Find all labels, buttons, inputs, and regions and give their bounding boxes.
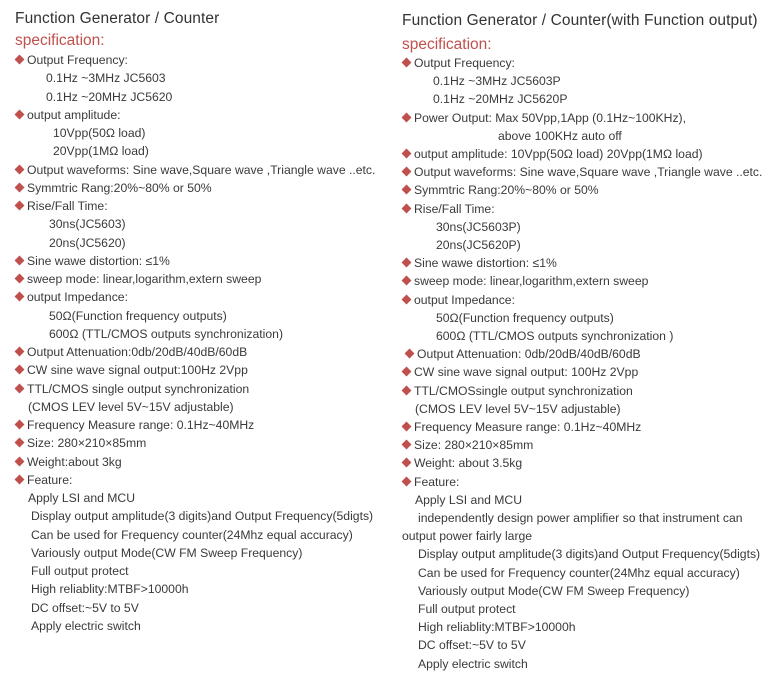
- spec-bullet-item: [15, 436, 146, 451]
- spec-detail-line: [418, 584, 689, 599]
- diamond-bullet-icon: [402, 185, 412, 195]
- spec-line-text: Apply electric switch: [31, 618, 141, 633]
- spec-detail-line: [53, 144, 149, 159]
- spec-detail-line: [49, 236, 126, 251]
- spec-bullet-item: [15, 254, 170, 269]
- diamond-bullet-icon: [15, 164, 25, 174]
- spec-line-text: Apply electric switch: [418, 656, 528, 671]
- spec-line-text: (CMOS LEV level 5V~15V adjustable): [28, 399, 234, 414]
- spec-detail-line: [402, 529, 532, 544]
- spec-line-text: 0.1Hz ~20MHz JC5620: [46, 89, 173, 104]
- spec-line-text: Variously output Mode(CW FM Sweep Frequency): [31, 545, 303, 560]
- diamond-bullet-icon: [15, 474, 25, 484]
- spec-bullet-item: [402, 183, 599, 198]
- spec-detail-line: [31, 528, 353, 543]
- spec-bullet-item: [15, 363, 248, 378]
- diamond-bullet-icon: [15, 365, 25, 375]
- spec-bullet-item: [402, 365, 638, 380]
- diamond-bullet-icon: [402, 167, 412, 177]
- spec-line-text: Sine wawe distortion: ≤1%: [414, 256, 557, 271]
- spec-line-text: 20ns(JC5620P): [436, 238, 521, 252]
- spec-line-text: output Impedance:: [414, 292, 515, 307]
- spec-line-text: Output Attenuation:0db/20dB/40dB/60dB: [27, 345, 248, 359]
- spec-detail-line: [436, 311, 614, 326]
- spec-line-text: 30ns(JC5603P): [436, 219, 521, 234]
- spec-line-text: 50Ω(Function frequency outputs): [436, 310, 614, 325]
- spec-detail-line: [433, 74, 561, 89]
- spec-line-text: CW sine wave signal output: 100Hz 2Vpp: [414, 365, 639, 380]
- diamond-bullet-icon: [402, 385, 412, 395]
- spec-line-text: Size: 280×210×85mm: [27, 436, 147, 451]
- diamond-bullet-icon: [402, 149, 412, 159]
- spec-bullet-item: [402, 111, 686, 126]
- spec-line-text: output Impedance:: [27, 290, 128, 305]
- spec-line-text: Apply LSI and MCU: [415, 492, 523, 507]
- spec-bullet-item: [402, 274, 648, 289]
- spec-bullet-item: [15, 181, 212, 196]
- spec-line-text: 50Ω(Function frequency outputs): [49, 308, 227, 323]
- spec-line-text: Output waveforms: Sine wave,Square wave ,Triangle wave ..etc.: [414, 165, 763, 180]
- spec-detail-line: [31, 601, 139, 616]
- spec-detail-line: [418, 602, 516, 617]
- spec-line-text: Full output protect: [418, 602, 516, 616]
- spec-line-text: sweep mode: linear,logarithm,extern sweep: [27, 272, 262, 286]
- spec-line-text: Weight:about 3kg: [27, 454, 122, 469]
- spec-line-text: Can be used for Frequency counter(24Mhz equal accuracy): [31, 527, 353, 542]
- spec-line-text: Variously output Mode(CW FM Sweep Frequency): [418, 583, 690, 598]
- spec-bullet-item: [15, 382, 249, 397]
- diamond-bullet-icon: [402, 476, 412, 486]
- spec-detail-line: [49, 309, 227, 324]
- spec-line-text: Output Frequency:: [27, 53, 128, 67]
- spec-detail-line: [418, 638, 526, 653]
- diamond-bullet-icon: [15, 255, 25, 265]
- spec-detail-line: [418, 620, 576, 635]
- spec-line-text: output amplitude:: [27, 107, 121, 122]
- spec-line-text: Rise/Fall Time:: [27, 199, 108, 213]
- spec-bullet-item: [402, 475, 459, 490]
- diamond-bullet-icon: [15, 274, 25, 284]
- spec-line-text: Frequency Measure range: 0.1Hz~40MHz: [414, 420, 642, 434]
- spec-line-text: Power Output: Max 50Vpp,1App (0.1Hz~100KHz),: [414, 110, 686, 125]
- spec-line-text: Apply LSI and MCU: [28, 491, 136, 505]
- spec-bullet-item: [15, 199, 108, 214]
- spec-detail-line: [31, 509, 373, 524]
- spec-bullet-item: [15, 272, 261, 287]
- spec-bullet-item: [15, 108, 121, 123]
- spec-line-text: 0.1Hz ~3MHz JC5603P: [433, 74, 561, 89]
- spec-line-text: 10Vpp(50Ω load): [53, 126, 146, 140]
- diamond-bullet-icon: [402, 276, 412, 286]
- spec-bullet-item: [15, 418, 254, 433]
- spec-detail-line: [46, 71, 166, 86]
- spec-detail-line: [418, 657, 528, 672]
- spec-bullet-item: [402, 202, 495, 217]
- diamond-bullet-icon: [15, 383, 25, 393]
- diamond-bullet-icon: [402, 112, 412, 122]
- spec-line-text: Symmtric Rang:20%~80% or 50%: [27, 180, 212, 195]
- spec-line-text: 30ns(JC5603): [49, 217, 126, 232]
- spec-line-text: Can be used for Frequency counter(24Mhz equal accuracy): [418, 565, 740, 580]
- spec-line-text: output power fairly large: [402, 529, 533, 544]
- spec-bullet-item: [15, 455, 122, 470]
- spec-detail-line: [436, 220, 521, 235]
- diamond-bullet-icon: [402, 203, 412, 213]
- spec-line-text: independently design power amplifier so that instrument can: [418, 511, 743, 525]
- spec-line-text: Sine wawe distortion: ≤1%: [27, 253, 170, 268]
- spec-detail-line: [46, 90, 172, 105]
- diamond-bullet-icon: [15, 347, 25, 357]
- spec-detail-line: [415, 402, 621, 417]
- diamond-bullet-icon: [15, 201, 25, 211]
- spec-detail-line: [418, 547, 760, 562]
- spec-bullet-item: [402, 165, 762, 180]
- spec-line-text: 0.1Hz ~20MHz JC5620P: [433, 92, 568, 107]
- spec-detail-line: [53, 126, 145, 141]
- spec-line-text: Full output protect: [31, 564, 129, 578]
- spec-bullet-item: [402, 293, 515, 308]
- diamond-bullet-icon: [402, 294, 412, 304]
- spec-detail-line: [31, 546, 302, 561]
- spec-detail-line: [418, 566, 740, 581]
- spec-bullet-item: [402, 420, 641, 435]
- diamond-bullet-icon: [402, 258, 412, 268]
- spec-line-text: output amplitude: 10Vpp(50Ω load) 20Vpp(1MΩ load): [414, 147, 703, 161]
- spec-bullet-item: [15, 53, 128, 68]
- spec-line-text: Output Frequency:: [414, 56, 515, 70]
- spec-line-text: 600Ω (TTL/CMOS outputs synchronization ): [436, 329, 674, 343]
- spec-detail-line: [31, 564, 129, 579]
- spec-bullet-item: [402, 56, 515, 71]
- spec-line-text: Symmtric Rang:20%~80% or 50%: [414, 183, 599, 198]
- diamond-bullet-icon: [15, 109, 25, 119]
- spec-detail-line: [418, 511, 743, 526]
- spec-line-text: Size: 280×210×85mm: [414, 438, 534, 453]
- spec-line-text: TTL/CMOSsingle output synchronization: [414, 383, 633, 398]
- diamond-bullet-icon: [15, 456, 25, 466]
- spec-bullet-item: [15, 290, 128, 305]
- diamond-bullet-icon: [15, 55, 25, 65]
- spec-bullet-item: [402, 256, 557, 271]
- spec-line-text: Display output amplitude(3 digits)and Output Frequency(5digts): [418, 547, 761, 562]
- spec-line-text: Output Attenuation: 0db/20dB/40dB/60dB: [417, 347, 641, 362]
- spec-line-text: Feature:: [414, 474, 460, 489]
- diamond-bullet-icon: [402, 367, 412, 377]
- spec-detail-line: [436, 329, 673, 344]
- diamond-bullet-icon: [15, 420, 25, 430]
- spec-line-text: sweep mode: linear,logarithm,extern sweep: [414, 274, 649, 289]
- spec-line-text: 0.1Hz ~3MHz JC5603: [46, 71, 166, 86]
- spec-line-text: 20Vpp(1MΩ load): [53, 144, 149, 159]
- spec-detail-line: [31, 582, 189, 597]
- spec-detail-line: [49, 327, 283, 342]
- spec-bullet-item: [405, 347, 641, 362]
- spec-detail-line: [436, 238, 521, 253]
- spec-bullet-item: [402, 456, 522, 471]
- spec-line-text: above 100KHz auto off: [498, 128, 622, 143]
- spec-line-text: High reliablity:MTBF>10000h: [418, 620, 576, 635]
- diamond-bullet-icon: [15, 182, 25, 192]
- diamond-bullet-icon: [15, 292, 25, 302]
- right-spec-label: specification:: [402, 36, 492, 53]
- diamond-bullet-icon: [402, 422, 412, 432]
- left-spec-label: specification:: [15, 32, 105, 49]
- spec-bullet-item: [402, 438, 533, 453]
- spec-detail-line: [28, 491, 135, 506]
- spec-line-text: (CMOS LEV level 5V~15V adjustable): [415, 401, 621, 416]
- spec-detail-line: [31, 619, 141, 634]
- spec-detail-line: [498, 129, 622, 144]
- spec-bullet-item: [15, 345, 247, 360]
- diamond-bullet-icon: [402, 458, 412, 468]
- spec-line-text: Feature:: [27, 472, 73, 487]
- left-title: Function Generator / Counter: [15, 10, 220, 27]
- spec-line-text: Display output amplitude(3 digits)and Output Frequency(5digts): [31, 509, 374, 524]
- spec-line-text: 600Ω (TTL/CMOS outputs synchronization): [49, 326, 283, 341]
- spec-line-text: Rise/Fall Time:: [414, 201, 495, 216]
- spec-detail-line: [49, 217, 126, 232]
- spec-line-text: Weight: about 3.5kg: [414, 456, 523, 471]
- spec-bullet-item: [15, 163, 375, 178]
- spec-bullet-item: [402, 147, 703, 162]
- diamond-bullet-icon: [405, 349, 415, 359]
- spec-line-text: Frequency Measure range: 0.1Hz~40MHz: [27, 418, 255, 432]
- spec-line-text: High reliablity:MTBF>10000h: [31, 582, 189, 597]
- diamond-bullet-icon: [15, 438, 25, 448]
- spec-line-text: DC offset:~5V to 5V: [418, 638, 526, 653]
- spec-line-text: 20ns(JC5620): [49, 235, 126, 250]
- spec-line-text: CW sine wave signal output:100Hz 2Vpp: [27, 363, 248, 378]
- spec-detail-line: [433, 92, 567, 107]
- spec-bullet-item: [402, 384, 633, 399]
- spec-detail-line: [415, 493, 522, 508]
- spec-bullet-item: [15, 473, 72, 488]
- right-title: Function Generator / Counter(with Function output): [402, 12, 758, 29]
- spec-detail-line: [28, 400, 234, 415]
- spec-line-text: Output waveforms: Sine wave,Square wave ,Triangle wave ..etc.: [27, 162, 376, 177]
- spec-line-text: DC offset:~5V to 5V: [31, 600, 139, 615]
- spec-line-text: TTL/CMOS single output synchronization: [27, 381, 250, 396]
- diamond-bullet-icon: [402, 440, 412, 450]
- diamond-bullet-icon: [402, 58, 412, 68]
